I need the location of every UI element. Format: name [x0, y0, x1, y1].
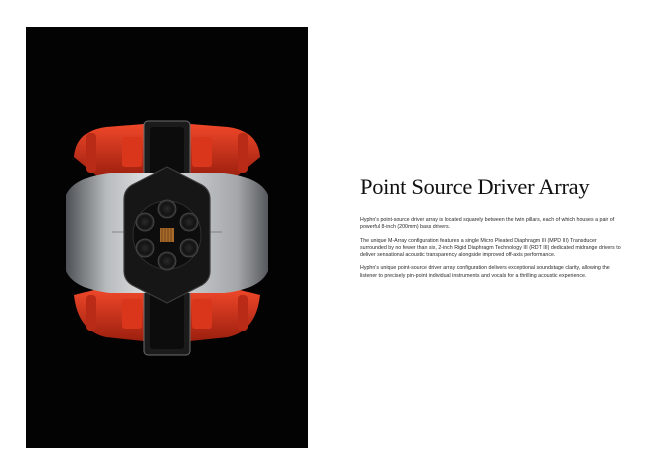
text-column [360, 174, 622, 286]
product-photo [26, 27, 308, 448]
body-paragraph-3: Hyphn's unique point-source driver array configuration delivers exceptional soundstage clarity, allowing the listener to precisely pin-point individual instruments and vocals for a thrilling acoustic experience. [360, 265, 610, 279]
page-title: Point Source Driver Array [360, 174, 590, 199]
speaker-illustration [26, 27, 308, 448]
body-paragraph-1: Hyphn's point-source driver array is located squarely between the twin pillars, each of which houses a pair of powerful 8-inch (200mm) bass drivers. [360, 217, 615, 231]
body-paragraph-2: The unique M-Array configuration features a single Micro Pleated Diaphragm III (MPD III) Transducer surrounded by no fewer than six, 2-inch Rigid Diaphragm Technology III (RDT III) dedicated midrange drivers to deliver sensational acoustic transparency alongside improved off-axis performance. [360, 237, 621, 259]
tweeter [160, 228, 174, 242]
